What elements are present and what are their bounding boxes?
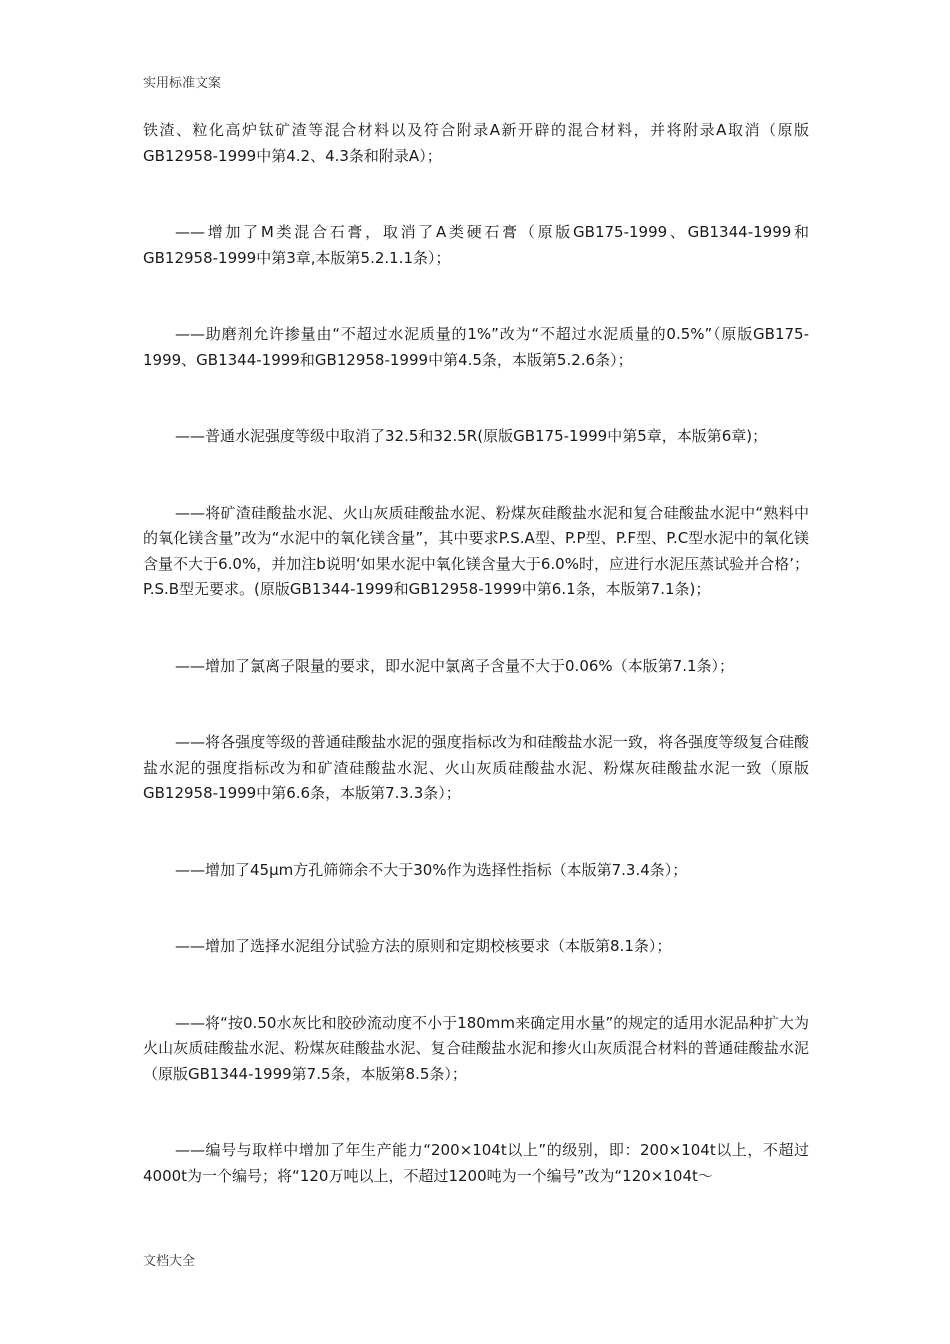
paragraph-gap — [143, 883, 809, 934]
paragraph-item: ——编号与取样中增加了年生产能力“200×104t以上”的级别，即：200×104t以上，不超过4000t为一个编号；将“120万吨以上，不超过1200吨为一个编号”改为“120×104t～ — [143, 1141, 809, 1185]
paragraph-item: ——增加了氯离子限量的要求，即水泥中氯离子含量不大于0.06%（本版第7.1条）； — [175, 656, 735, 675]
paragraph-item: ——将“按0.50水灰比和胶砂流动度不小于180mm来确定用水量”的规定的适用水泥品种扩大为火山灰质硅酸盐水泥、粉煤灰硅酸盐水泥、复合硅酸盐水泥和掺火山灰质混合材料的普通硅酸盐水泥（原版GB1344-1999第7.5条，本版第8.5条）； — [143, 1013, 809, 1083]
paragraph-item: ——增加了选择水泥组分试验方法的原则和定期校核要求（本版第8.1条）； — [175, 937, 672, 955]
paragraph-item: ——增加了45μm方孔筛筛余不大于30%作为选择性指标（本版第7.3.4条）； — [175, 860, 688, 879]
paragraph-gap — [143, 1087, 809, 1138]
paragraph-continuation: 铁渣、粒化高炉钛矿渣等混合材料以及符合附录A新开辟的混合材料，并将附录A取消（原版GB12958-1999中第4.2、4.3条和附录A）； — [143, 121, 809, 165]
paragraph-gap — [143, 450, 809, 501]
page-header: 实用标准文案 — [143, 76, 222, 91]
paragraph-gap — [143, 960, 809, 1011]
paragraph-item: ——将矿渣硅酸盐水泥、火山灰质硅酸盐水泥、粉煤灰硅酸盐水泥和复合硅酸盐水泥中“熟料中的氧化镁含量”改为“水泥中的氧化镁含量”，其中要求P.S.A型、P.P型、P.F型、P.C型水泥中的氧化镁含量不大于6.0%，并加注b说明‘如果水泥中氧化镁含量大于6.0%时，应进行水泥压蒸试验并合格’；P.S.B型无要求。(原版GB1344-1999和GB12958-1999中第6.1条，本版第7.1条)； — [143, 503, 809, 598]
document-body — [143, 118, 809, 1189]
paragraph-gap — [143, 679, 809, 730]
paragraph-gap — [143, 603, 809, 654]
page-footer: 文档大全 — [143, 1254, 196, 1269]
paragraph-item: ——助磨剂允许掺量由“不超过水泥质量的1%”改为“不超过水泥质量的0.5%”（原版GB175-1999、GB1344-1999和GB12958-1999中第4.5条，本版第5.2.6条）； — [143, 325, 809, 369]
paragraph-gap — [143, 373, 809, 424]
paragraph-gap — [143, 807, 809, 858]
paragraph-gap — [143, 169, 809, 220]
paragraph-item: ——增加了M类混合石膏，取消了A类硬石膏（原版GB175-1999、GB1344-1999和GB12958-1999中第3章,本版第5.2.1.1条）； — [143, 223, 809, 267]
paragraph-item: ——普通水泥强度等级中取消了32.5和32.5R(原版GB175-1999中第5章，本版第6章)； — [175, 427, 768, 445]
paragraph-item: ——将各强度等级的普通硅酸盐水泥的强度指标改为和硅酸盐水泥一致，将各强度等级复合硅酸盐水泥的强度指标改为和矿渣硅酸盐水泥、火山灰质硅酸盐水泥、粉煤灰硅酸盐水泥一致（原版GB12958-1999中第6.6条，本版第7.3.3条）； — [143, 733, 809, 802]
paragraph-gap — [143, 271, 809, 322]
